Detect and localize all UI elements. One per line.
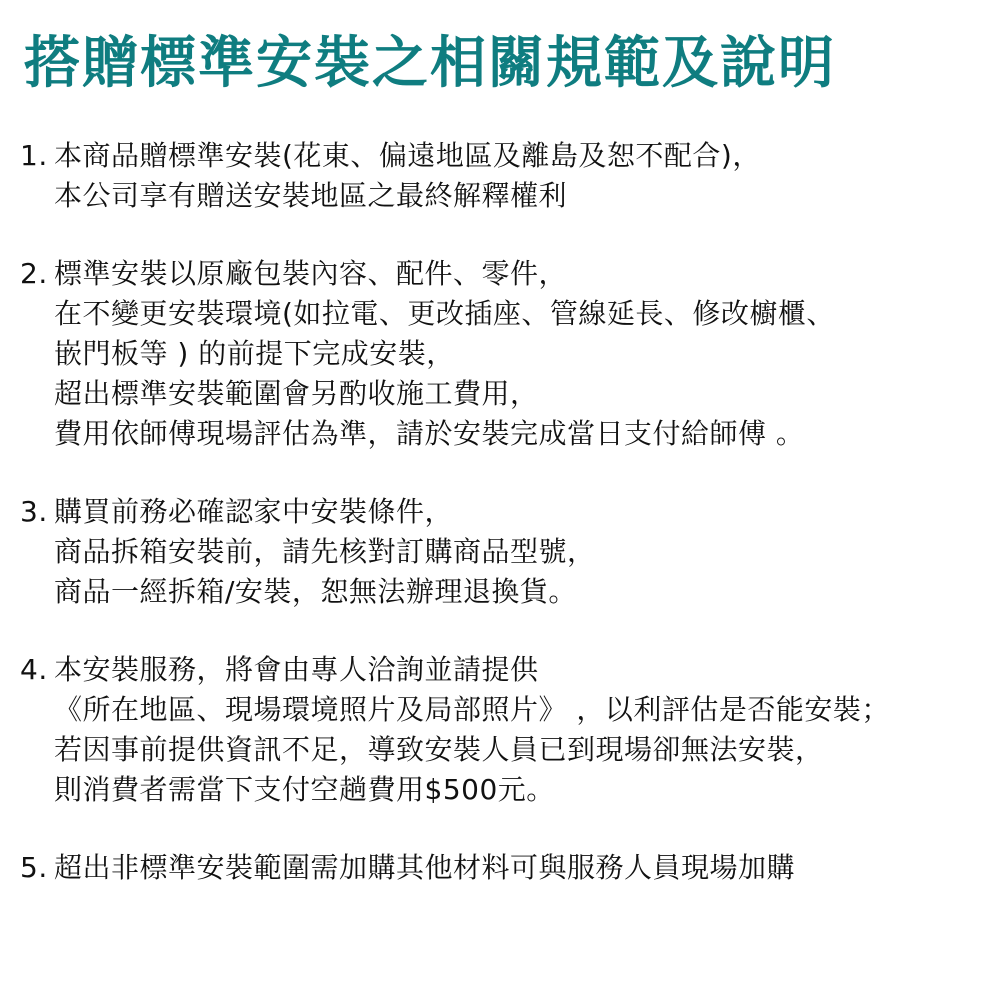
item-text: 若因事前提供資訊不足，導致安裝人員已到現場卻無法安裝， [54,733,824,766]
item-text: 本商品贈標準安裝(花東、偏遠地區及離島及恕不配合)， [54,139,761,172]
item-number: 2. [20,257,48,290]
item-text: 則消費者需當下支付空趟費用$500元。 [54,773,555,806]
item-number: 3. [20,495,48,528]
terms-list [20,136,995,926]
item-text: 商品一經拆箱/安裝，恕無法辦理退換貨。 [54,575,577,608]
item-number: 5. [20,851,48,884]
page-title: 搭贈標準安裝之相關規範及說明 [24,31,836,96]
list-item-2 [20,254,995,454]
list-item-1 [20,136,995,216]
item-text: 費用依師傅現場評估為準，請於安裝完成當日支付給師傅 。 [54,417,805,450]
item-text: 在不變更安裝環境(如拉電、更改插座、管線延長、修改櫥櫃、 [54,297,835,330]
item-text: 本安裝服務，將會由專人洽詢並請提供 [54,653,539,686]
item-text: 購買前務必確認家中安裝條件， [54,495,454,528]
item-text: 超出非標準安裝範圍需加購其他材料可與服務人員現場加購 [54,851,796,884]
item-text: 嵌門板等 ) 的前提下完成安裝， [54,337,455,370]
item-text: 標準安裝以原廠包裝內容、配件、零件， [54,257,568,290]
item-text: 本公司享有贈送安裝地區之最終解釋權利 [54,179,568,212]
list-item-4 [20,650,995,810]
item-number: 4. [20,653,48,686]
item-text: 商品拆箱安裝前，請先核對訂購商品型號， [54,535,596,568]
list-item-3 [20,492,995,612]
list-item-5 [20,848,995,888]
item-text: 《所在地區、現場環境照片及局部照片》 ，以利評估是否能安裝； [54,693,890,726]
item-number: 1. [20,139,48,172]
item-text: 超出標準安裝範圍會另酌收施工費用， [54,377,539,410]
